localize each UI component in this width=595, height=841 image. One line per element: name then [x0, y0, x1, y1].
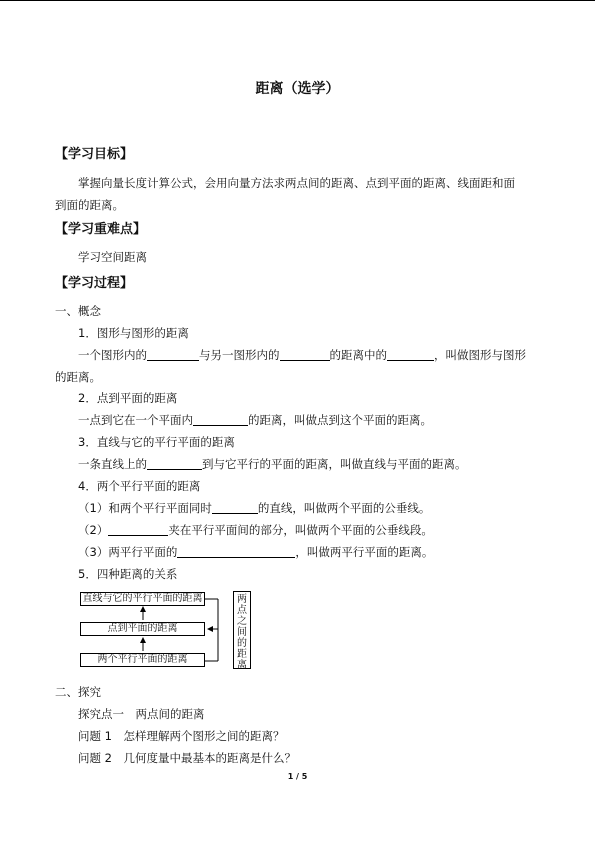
item4-1-text-b: 的直线，叫做两个平面的公垂线。 [257, 501, 431, 515]
key-heading: 【学习重难点】 [55, 222, 147, 237]
item2-text-b: 的距离，叫做点到这个平面的距离。 [248, 413, 432, 427]
box-line-plane-distance: 直线与它的平行平面的距离 [80, 592, 205, 606]
item4-title: 4．两个平行平面的距离 [78, 479, 201, 493]
item4-3-text-b: ，叫做两平行平面的距离。 [295, 545, 434, 559]
question-2: 问题 2 几何度量中最基本的距离是什么？ [78, 751, 296, 765]
blank-4[interactable] [193, 413, 248, 426]
goals-line-2: 到面的距离。 [55, 198, 124, 212]
concept-heading: 一、概念 [55, 304, 101, 318]
page-number: 1 / 5 [287, 772, 308, 781]
side-char: 的 [237, 638, 247, 649]
item3-line [78, 457, 467, 472]
item3-text-b: 到与它平行的平面的距离，叫做直线与平面的距离。 [202, 457, 467, 471]
item1-text-a: 一个图形内的 [78, 348, 147, 362]
side-char: 两 [237, 594, 247, 605]
item1-text-d: ，叫做图形与图形 [434, 348, 526, 362]
blank-5[interactable] [147, 457, 202, 470]
item3-title: 3．直线与它的平行平面的距离 [78, 435, 235, 449]
item3-text-a: 一条直线上的 [78, 457, 147, 471]
side-char: 距 [237, 649, 247, 660]
item5-title: 5．四种距离的关系 [78, 567, 178, 581]
side-char: 点 [237, 605, 247, 616]
side-char: 离 [237, 660, 247, 671]
blank-7[interactable] [108, 523, 168, 536]
item1-text-b: 与另一图形内的 [199, 348, 280, 362]
top-rule [0, 0, 595, 1]
explore-heading: 二、探究 [55, 685, 101, 699]
item1-text-c: 的距离中的 [329, 348, 387, 362]
question-1: 问题 1 怎样理解两个图形之间的距离？ [78, 729, 285, 743]
side-char: 之 [237, 616, 247, 627]
goals-line-1: 掌握向量长度计算公式，会用向量方法求两点间的距离、点到平面的距离、线面距和面 [78, 176, 515, 190]
key-text: 学习空间距离 [78, 250, 147, 264]
item1-line [78, 348, 526, 363]
blank-2[interactable] [280, 348, 330, 361]
item4-line-1 [78, 501, 430, 516]
item2-line [78, 413, 432, 428]
blank-8[interactable] [177, 545, 295, 558]
distance-relation-diagram [78, 590, 253, 670]
box-point-plane-distance: 点到平面的距离 [80, 622, 205, 636]
box-two-points-distance [233, 591, 251, 669]
item4-3-text-a: （3）两平行平面的 [78, 545, 178, 559]
item1-line-2: 的距离。 [55, 370, 101, 384]
item1-title: 1．图形与图形的距离 [78, 326, 189, 340]
page-title: 距离（选学） [255, 81, 340, 97]
explore-point-1: 探究点一 两点间的距离 [78, 707, 205, 721]
blank-1[interactable] [147, 348, 199, 361]
item2-title: 2．点到平面的距离 [78, 391, 178, 405]
box-parallel-planes-distance: 两个平行平面的距离 [80, 653, 205, 667]
item4-line-2 [78, 523, 433, 538]
item4-1-text-a: （1）和两个平行平面同时 [78, 501, 212, 515]
item4-2-text-b: 夹在平行平面间的部分，叫做两个平面的公垂线段。 [168, 523, 433, 537]
process-heading: 【学习过程】 [55, 276, 134, 291]
side-char: 间 [237, 627, 247, 638]
blank-3[interactable] [387, 348, 434, 361]
goals-heading: 【学习目标】 [55, 147, 134, 162]
blank-6[interactable] [212, 501, 258, 514]
item2-text-a: 一点到它在一个平面内 [78, 413, 193, 427]
item4-2-text-a: （2） [78, 523, 109, 537]
item4-line-3 [78, 545, 433, 560]
